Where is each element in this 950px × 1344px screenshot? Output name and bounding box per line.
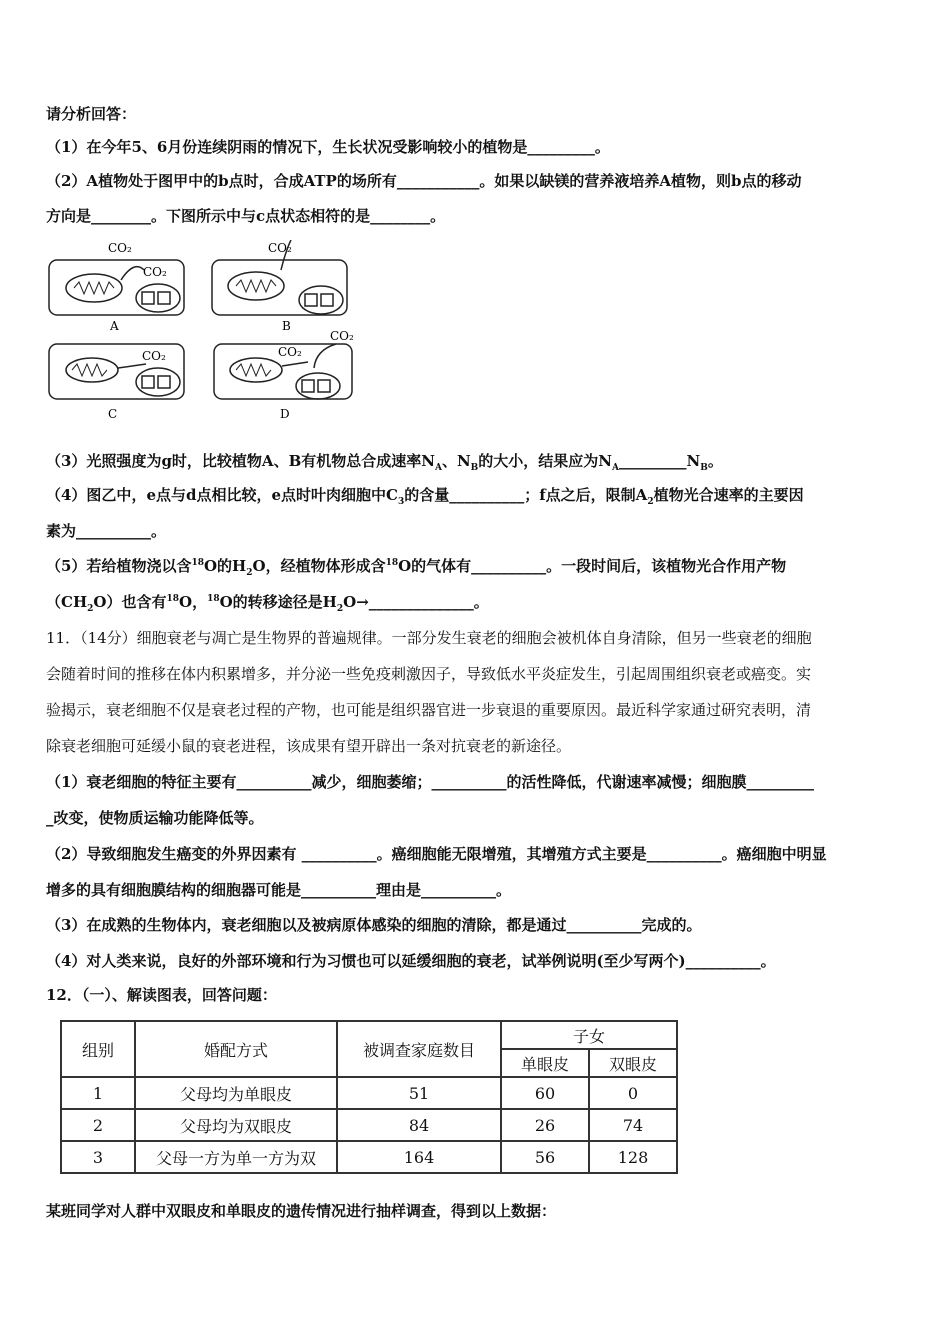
q10-part1: （1）在今年5、6月份连续阴雨的情况下，生长状况受影响较小的植物是_________。 [46,138,610,156]
header-double-eyelid: 双眼皮 [589,1049,677,1077]
q11-intro-line4: 除衰老细胞可延缓小鼠的衰老进程，该成果有望开辟出一条对抗衰老的新途径。 [46,737,572,755]
header-children: 子女 [501,1021,677,1049]
co2-label-d2: CO₂ [330,329,354,343]
q10-part4-line2: 素为__________。 [46,522,167,540]
q11-intro-line3: 验揭示，衰老细胞不仅是衰老过程的产物，也可能是组织器官进一步衰退的重要原因。最近科学家通过研究表明，清 [46,701,812,719]
q11-part1-line2: _改变，使物质运输功能降低等。 [46,809,264,827]
q10-part2-line1: （2）A植物处于图甲中的b点时，合成ATP的场所有___________。如果以缺镁的营养液培养A植物，则b点的移动 [46,172,802,190]
table-row: 1 父母均为单眼皮 51 60 0 [61,1077,677,1109]
q11-part2-line2: 增多的具有细胞膜结构的细胞器可能是__________理由是__________。 [46,881,512,899]
q11-intro-line1: 11．（14分）细胞衰老与凋亡是生物界的普遍规律。一部分发生衰老的细胞会被机体自身清除，但另一些衰老的细胞 [46,629,812,647]
q10-part4-line1: （4）图乙中，e点与d点相比较，e点时叶肉细胞中$C_3$的含量__________；f点之后，限制$A_2$植物光合速率的主要因 [46,486,804,507]
header-group: 组别 [61,1021,135,1077]
co2-label-d1: CO₂ [278,345,302,359]
header-families: 被调查家庭数目 [337,1021,501,1077]
q10-part5-line1: （5）若给植物浇以含$^{18}$O的$H_2O$，经植物体形成含$^{18}$O的气体有__________。一段时间后，该植物光合作用产物 [46,557,787,578]
q10-part3: （3）光照强度为g时，比较植物A、B有机物总合成速率$N_A$、$N_B$的大小，结果应为$N_A\_\_\_\_\_\_\_\_\_N_B$。 [46,452,723,473]
header-single-eyelid: 单眼皮 [501,1049,589,1077]
q11-part3: （3）在成熟的生物体内，衰老细胞以及被病原体感染的细胞的清除，都是通过__________完成的。 [46,916,702,934]
survey-table [60,1020,678,1174]
q12-after-text: 某班同学对人群中双眼皮和单眼皮的遗传情况进行抽样调查，得到以上数据： [46,1202,557,1220]
table-row: 3 父母一方为单一方为双 164 56 128 [61,1141,677,1173]
q11-intro-line2: 会随着时间的推移在体内积累增多，并分泌一些免疫刺激因子，导致低水平炎症发生，引起周围组织衰老或癌变。实 [46,665,812,683]
label-a: A [110,319,119,333]
q10-part5-line2: $(CH_2O)$也含有$^{18}$O，$^{18}$O的转移途径是$H_2O\to\_\_\_\_\_\_\_\_\_\_\_\_\_\_$。 [46,593,489,614]
q11-part2-line1: （2）导致细胞发生癌变的外界因素有 __________。癌细胞能无限增殖，其增殖方式主要是__________。癌细胞中明显 [46,845,827,863]
q10-part2-line2: 方向是________。下图所示中与c点状态相符的是________。 [46,207,446,225]
q12-title: 12．（一）、解读图表，回答问题： [46,986,277,1004]
table-row: 2 父母均为双眼皮 84 26 74 [61,1109,677,1141]
label-c: C [108,407,118,421]
co2-label-b: CO₂ [268,241,292,255]
q11-part4: （4）对人类来说，良好的外部环境和行为习惯也可以延缓细胞的衰老，试举例说明(至少写两个)__________。 [46,952,776,970]
cell-figure [46,240,366,430]
intro-text: 请分析回答： [46,105,137,123]
q11-part1-line1: （1）衰老细胞的特征主要有__________减少，细胞萎缩；__________的活性降低，代谢速率减慢；细胞膜_________ [46,773,814,791]
co2-label-c: CO₂ [142,349,166,363]
label-d: D [280,407,290,421]
header-marriage: 婚配方式 [135,1021,337,1077]
label-b: B [282,319,291,333]
co2-label-a2: CO₂ [143,265,167,279]
co2-label-a1: CO₂ [108,241,132,255]
